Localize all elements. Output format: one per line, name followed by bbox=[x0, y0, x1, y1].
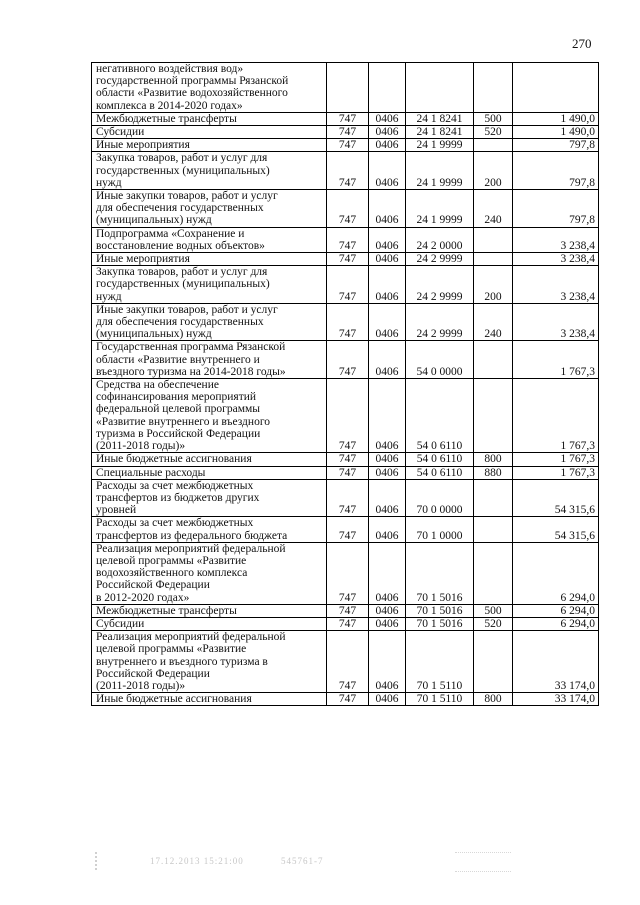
row-sum: 1 767,3 bbox=[513, 453, 599, 466]
row-csr: 54 0 0000 bbox=[406, 341, 474, 379]
row-name-line: уровней bbox=[96, 504, 137, 517]
stamp-mark-right bbox=[455, 852, 511, 872]
table-row bbox=[92, 63, 599, 113]
row-gl: 747 bbox=[327, 152, 369, 190]
row-name bbox=[92, 379, 327, 453]
row-sum: 6 294,0 bbox=[513, 604, 599, 617]
row-name bbox=[92, 604, 327, 617]
row-sum: 1 767,3 bbox=[513, 341, 599, 379]
table-row bbox=[92, 152, 599, 190]
row-rz: 0406 bbox=[369, 604, 406, 617]
row-name-line: Российской Федерации bbox=[96, 667, 210, 680]
row-rz: 0406 bbox=[369, 303, 406, 341]
row-name-line: трансфертов из бюджетов других bbox=[96, 491, 260, 504]
row-name bbox=[92, 227, 327, 252]
row-gl: 747 bbox=[327, 604, 369, 617]
row-name bbox=[92, 466, 327, 479]
row-name bbox=[92, 479, 327, 517]
row-csr: 70 1 5110 bbox=[406, 631, 474, 693]
row-sum: 797,8 bbox=[513, 152, 599, 190]
row-rz: 0406 bbox=[369, 631, 406, 693]
row-name-line: Государственная программа Рязанской bbox=[96, 341, 286, 354]
table-row bbox=[92, 466, 599, 479]
row-gl: 747 bbox=[327, 693, 369, 706]
row-csr: 24 1 9999 bbox=[406, 190, 474, 228]
row-vr bbox=[474, 631, 513, 693]
row-vr: 240 bbox=[474, 303, 513, 341]
row-gl: 747 bbox=[327, 303, 369, 341]
row-vr bbox=[474, 139, 513, 152]
row-gl: 747 bbox=[327, 253, 369, 266]
row-sum: 54 315,6 bbox=[513, 517, 599, 542]
row-gl: 747 bbox=[327, 266, 369, 304]
row-name-line: Межбюджетные трансферты bbox=[96, 604, 237, 617]
row-rz: 0406 bbox=[369, 112, 406, 125]
row-name-line: Средства на обеспечение bbox=[96, 379, 219, 392]
row-rz: 0406 bbox=[369, 542, 406, 604]
row-name-line: Иные закупки товаров, работ и услуг bbox=[96, 303, 278, 316]
row-name-line: федеральной целевой программы bbox=[96, 403, 260, 416]
row-csr bbox=[406, 63, 474, 113]
row-name-line: нужд bbox=[96, 176, 122, 189]
row-csr: 24 2 0000 bbox=[406, 227, 474, 252]
row-name-line: для обеспечения государственных bbox=[96, 316, 264, 329]
row-csr: 70 0 0000 bbox=[406, 479, 474, 517]
row-name-line: Субсидии bbox=[96, 126, 145, 139]
row-sum: 33 174,0 bbox=[513, 693, 599, 706]
table-row bbox=[92, 631, 599, 693]
row-name-line: трансфертов из федерального бюджета bbox=[96, 529, 288, 542]
row-sum: 1 490,0 bbox=[513, 112, 599, 125]
row-gl: 747 bbox=[327, 617, 369, 630]
row-name-line: Закупка товаров, работ и услуг для bbox=[96, 266, 268, 279]
row-vr: 500 bbox=[474, 112, 513, 125]
row-csr: 24 1 9999 bbox=[406, 152, 474, 190]
row-name-line: Расходы за счет межбюджетных bbox=[96, 517, 254, 530]
row-name-line: государственных (муниципальных) bbox=[96, 278, 270, 291]
row-sum: 3 238,4 bbox=[513, 266, 599, 304]
row-vr: 200 bbox=[474, 266, 513, 304]
table-row bbox=[92, 604, 599, 617]
row-vr bbox=[474, 63, 513, 113]
row-csr: 70 1 5016 bbox=[406, 617, 474, 630]
row-name-line: области «Развитие внутреннего и bbox=[96, 353, 260, 366]
table-row bbox=[92, 112, 599, 125]
row-csr: 54 0 6110 bbox=[406, 379, 474, 453]
row-gl: 747 bbox=[327, 631, 369, 693]
row-csr: 24 1 8241 bbox=[406, 112, 474, 125]
row-name bbox=[92, 152, 327, 190]
row-rz: 0406 bbox=[369, 453, 406, 466]
row-gl: 747 bbox=[327, 379, 369, 453]
row-vr: 240 bbox=[474, 190, 513, 228]
row-name-line: целевой программы «Развитие bbox=[96, 554, 247, 567]
row-rz bbox=[369, 63, 406, 113]
row-gl: 747 bbox=[327, 126, 369, 139]
row-name-line: (2011-2018 годы)» bbox=[96, 440, 186, 453]
row-name bbox=[92, 112, 327, 125]
row-name bbox=[92, 542, 327, 604]
row-csr: 70 1 0000 bbox=[406, 517, 474, 542]
row-rz: 0406 bbox=[369, 152, 406, 190]
row-csr: 54 0 6110 bbox=[406, 453, 474, 466]
row-csr: 24 2 9999 bbox=[406, 266, 474, 304]
row-rz: 0406 bbox=[369, 227, 406, 252]
table-row bbox=[92, 266, 599, 304]
table-row bbox=[92, 379, 599, 453]
page-number: 270 bbox=[572, 36, 592, 51]
table-row bbox=[92, 517, 599, 542]
budget-table-body bbox=[92, 63, 599, 706]
row-vr bbox=[474, 517, 513, 542]
row-rz: 0406 bbox=[369, 126, 406, 139]
row-name-line: Субсидии bbox=[96, 617, 145, 630]
table-row bbox=[92, 253, 599, 266]
row-name-line: области «Развитие водохозяйственного bbox=[96, 87, 288, 100]
table-row bbox=[92, 542, 599, 604]
table-row bbox=[92, 479, 599, 517]
row-name-line: Закупка товаров, работ и услуг для bbox=[96, 152, 268, 165]
row-csr: 24 2 9999 bbox=[406, 303, 474, 341]
row-name-line: Межбюджетные трансферты bbox=[96, 112, 237, 125]
row-sum: 6 294,0 bbox=[513, 542, 599, 604]
table-row bbox=[92, 341, 599, 379]
row-name bbox=[92, 693, 327, 706]
row-sum: 54 315,6 bbox=[513, 479, 599, 517]
row-name-line: Подпрограмма «Сохранение и bbox=[96, 227, 245, 240]
row-sum: 3 238,4 bbox=[513, 227, 599, 252]
row-gl: 747 bbox=[327, 479, 369, 517]
row-vr: 880 bbox=[474, 466, 513, 479]
row-name-line: въездного туризма на 2014-2018 годы» bbox=[96, 365, 286, 378]
row-vr bbox=[474, 253, 513, 266]
row-gl: 747 bbox=[327, 227, 369, 252]
row-name-line: Иные бюджетные ассигнования bbox=[96, 693, 252, 706]
row-name-line: негативного воздействия вод» bbox=[96, 63, 244, 75]
row-name bbox=[92, 266, 327, 304]
row-name-line: Реализация мероприятий федеральной bbox=[96, 542, 286, 555]
row-gl: 747 bbox=[327, 517, 369, 542]
row-sum: 1 767,3 bbox=[513, 466, 599, 479]
row-name-line: Иные мероприятия bbox=[96, 139, 190, 152]
row-vr: 500 bbox=[474, 604, 513, 617]
row-sum: 797,8 bbox=[513, 139, 599, 152]
row-name bbox=[92, 617, 327, 630]
row-rz: 0406 bbox=[369, 517, 406, 542]
row-name-line: (муниципальных) нужд bbox=[96, 214, 212, 227]
row-name-line: водохозяйственного комплекса bbox=[96, 567, 248, 580]
row-sum bbox=[513, 63, 599, 113]
row-rz: 0406 bbox=[369, 379, 406, 453]
row-name bbox=[92, 453, 327, 466]
row-name-line: государственной программы Рязанской bbox=[96, 75, 289, 88]
row-name-line: (2011-2018 годы)» bbox=[96, 679, 186, 692]
row-gl: 747 bbox=[327, 190, 369, 228]
row-gl: 747 bbox=[327, 542, 369, 604]
row-name-line: целевой программы «Развитие bbox=[96, 643, 247, 656]
row-name-line: государственных (муниципальных) bbox=[96, 164, 270, 177]
stamp-mark-left bbox=[95, 852, 117, 870]
row-gl bbox=[327, 63, 369, 113]
row-csr: 54 0 6110 bbox=[406, 466, 474, 479]
row-rz: 0406 bbox=[369, 139, 406, 152]
row-name-line: Специальные расходы bbox=[96, 466, 206, 479]
row-gl: 747 bbox=[327, 112, 369, 125]
row-sum: 1 490,0 bbox=[513, 126, 599, 139]
row-gl: 747 bbox=[327, 341, 369, 379]
row-rz: 0406 bbox=[369, 693, 406, 706]
row-name-line: восстановление водных объектов» bbox=[96, 239, 265, 252]
row-csr: 70 1 5110 bbox=[406, 693, 474, 706]
row-name bbox=[92, 631, 327, 693]
row-sum: 33 174,0 bbox=[513, 631, 599, 693]
table-row bbox=[92, 693, 599, 706]
row-name bbox=[92, 126, 327, 139]
row-vr: 800 bbox=[474, 453, 513, 466]
row-vr: 520 bbox=[474, 617, 513, 630]
row-rz: 0406 bbox=[369, 341, 406, 379]
row-name-line: туризма в Российской Федерации bbox=[96, 427, 261, 440]
row-vr bbox=[474, 227, 513, 252]
row-name bbox=[92, 253, 327, 266]
row-vr bbox=[474, 479, 513, 517]
row-name bbox=[92, 341, 327, 379]
row-vr bbox=[474, 379, 513, 453]
table-row bbox=[92, 190, 599, 228]
table-row bbox=[92, 227, 599, 252]
row-name bbox=[92, 190, 327, 228]
row-name-line: Иные бюджетные ассигнования bbox=[96, 453, 252, 466]
row-name-line: (муниципальных) нужд bbox=[96, 328, 212, 341]
row-sum: 6 294,0 bbox=[513, 617, 599, 630]
table-row bbox=[92, 139, 599, 152]
row-name bbox=[92, 517, 327, 542]
row-vr: 200 bbox=[474, 152, 513, 190]
row-name-line: «Развитие внутреннего и въездного bbox=[96, 415, 270, 428]
row-gl: 747 bbox=[327, 139, 369, 152]
row-sum: 797,8 bbox=[513, 190, 599, 228]
row-name-line: внутреннего и въездного туризма в bbox=[96, 655, 268, 668]
row-sum: 3 238,4 bbox=[513, 303, 599, 341]
row-vr bbox=[474, 341, 513, 379]
budget-table bbox=[91, 62, 599, 706]
row-gl: 747 bbox=[327, 466, 369, 479]
row-name-line: софинансирования мероприятий bbox=[96, 391, 257, 404]
row-name bbox=[92, 63, 327, 113]
row-name-line: Иные закупки товаров, работ и услуг bbox=[96, 190, 278, 203]
row-sum: 1 767,3 bbox=[513, 379, 599, 453]
row-rz: 0406 bbox=[369, 266, 406, 304]
row-csr: 24 1 8241 bbox=[406, 126, 474, 139]
row-name-line: Расходы за счет межбюджетных bbox=[96, 479, 254, 492]
row-name-line: в 2012-2020 годах» bbox=[96, 591, 190, 604]
row-vr bbox=[474, 542, 513, 604]
table-row bbox=[92, 453, 599, 466]
row-name-line: комплекса в 2014-2020 годах» bbox=[96, 99, 243, 112]
row-csr: 24 2 9999 bbox=[406, 253, 474, 266]
footer-date: 17.12.2013 15:21:00 bbox=[150, 856, 244, 866]
row-name-line: нужд bbox=[96, 290, 122, 303]
row-name bbox=[92, 139, 327, 152]
row-rz: 0406 bbox=[369, 617, 406, 630]
table-row bbox=[92, 126, 599, 139]
row-rz: 0406 bbox=[369, 253, 406, 266]
row-sum: 3 238,4 bbox=[513, 253, 599, 266]
row-csr: 24 1 9999 bbox=[406, 139, 474, 152]
row-name-line: Российской Федерации bbox=[96, 579, 210, 592]
row-vr: 520 bbox=[474, 126, 513, 139]
row-rz: 0406 bbox=[369, 466, 406, 479]
footer-code: 545761-7 bbox=[281, 856, 324, 866]
row-csr: 70 1 5016 bbox=[406, 604, 474, 617]
row-vr: 800 bbox=[474, 693, 513, 706]
row-gl: 747 bbox=[327, 453, 369, 466]
row-rz: 0406 bbox=[369, 479, 406, 517]
row-name-line: для обеспечения государственных bbox=[96, 202, 264, 215]
row-name-line: Иные мероприятия bbox=[96, 253, 190, 266]
row-csr: 70 1 5016 bbox=[406, 542, 474, 604]
row-name-line: Реализация мероприятий федеральной bbox=[96, 631, 286, 644]
table-row bbox=[92, 617, 599, 630]
table-row bbox=[92, 303, 599, 341]
row-name bbox=[92, 303, 327, 341]
row-rz: 0406 bbox=[369, 190, 406, 228]
